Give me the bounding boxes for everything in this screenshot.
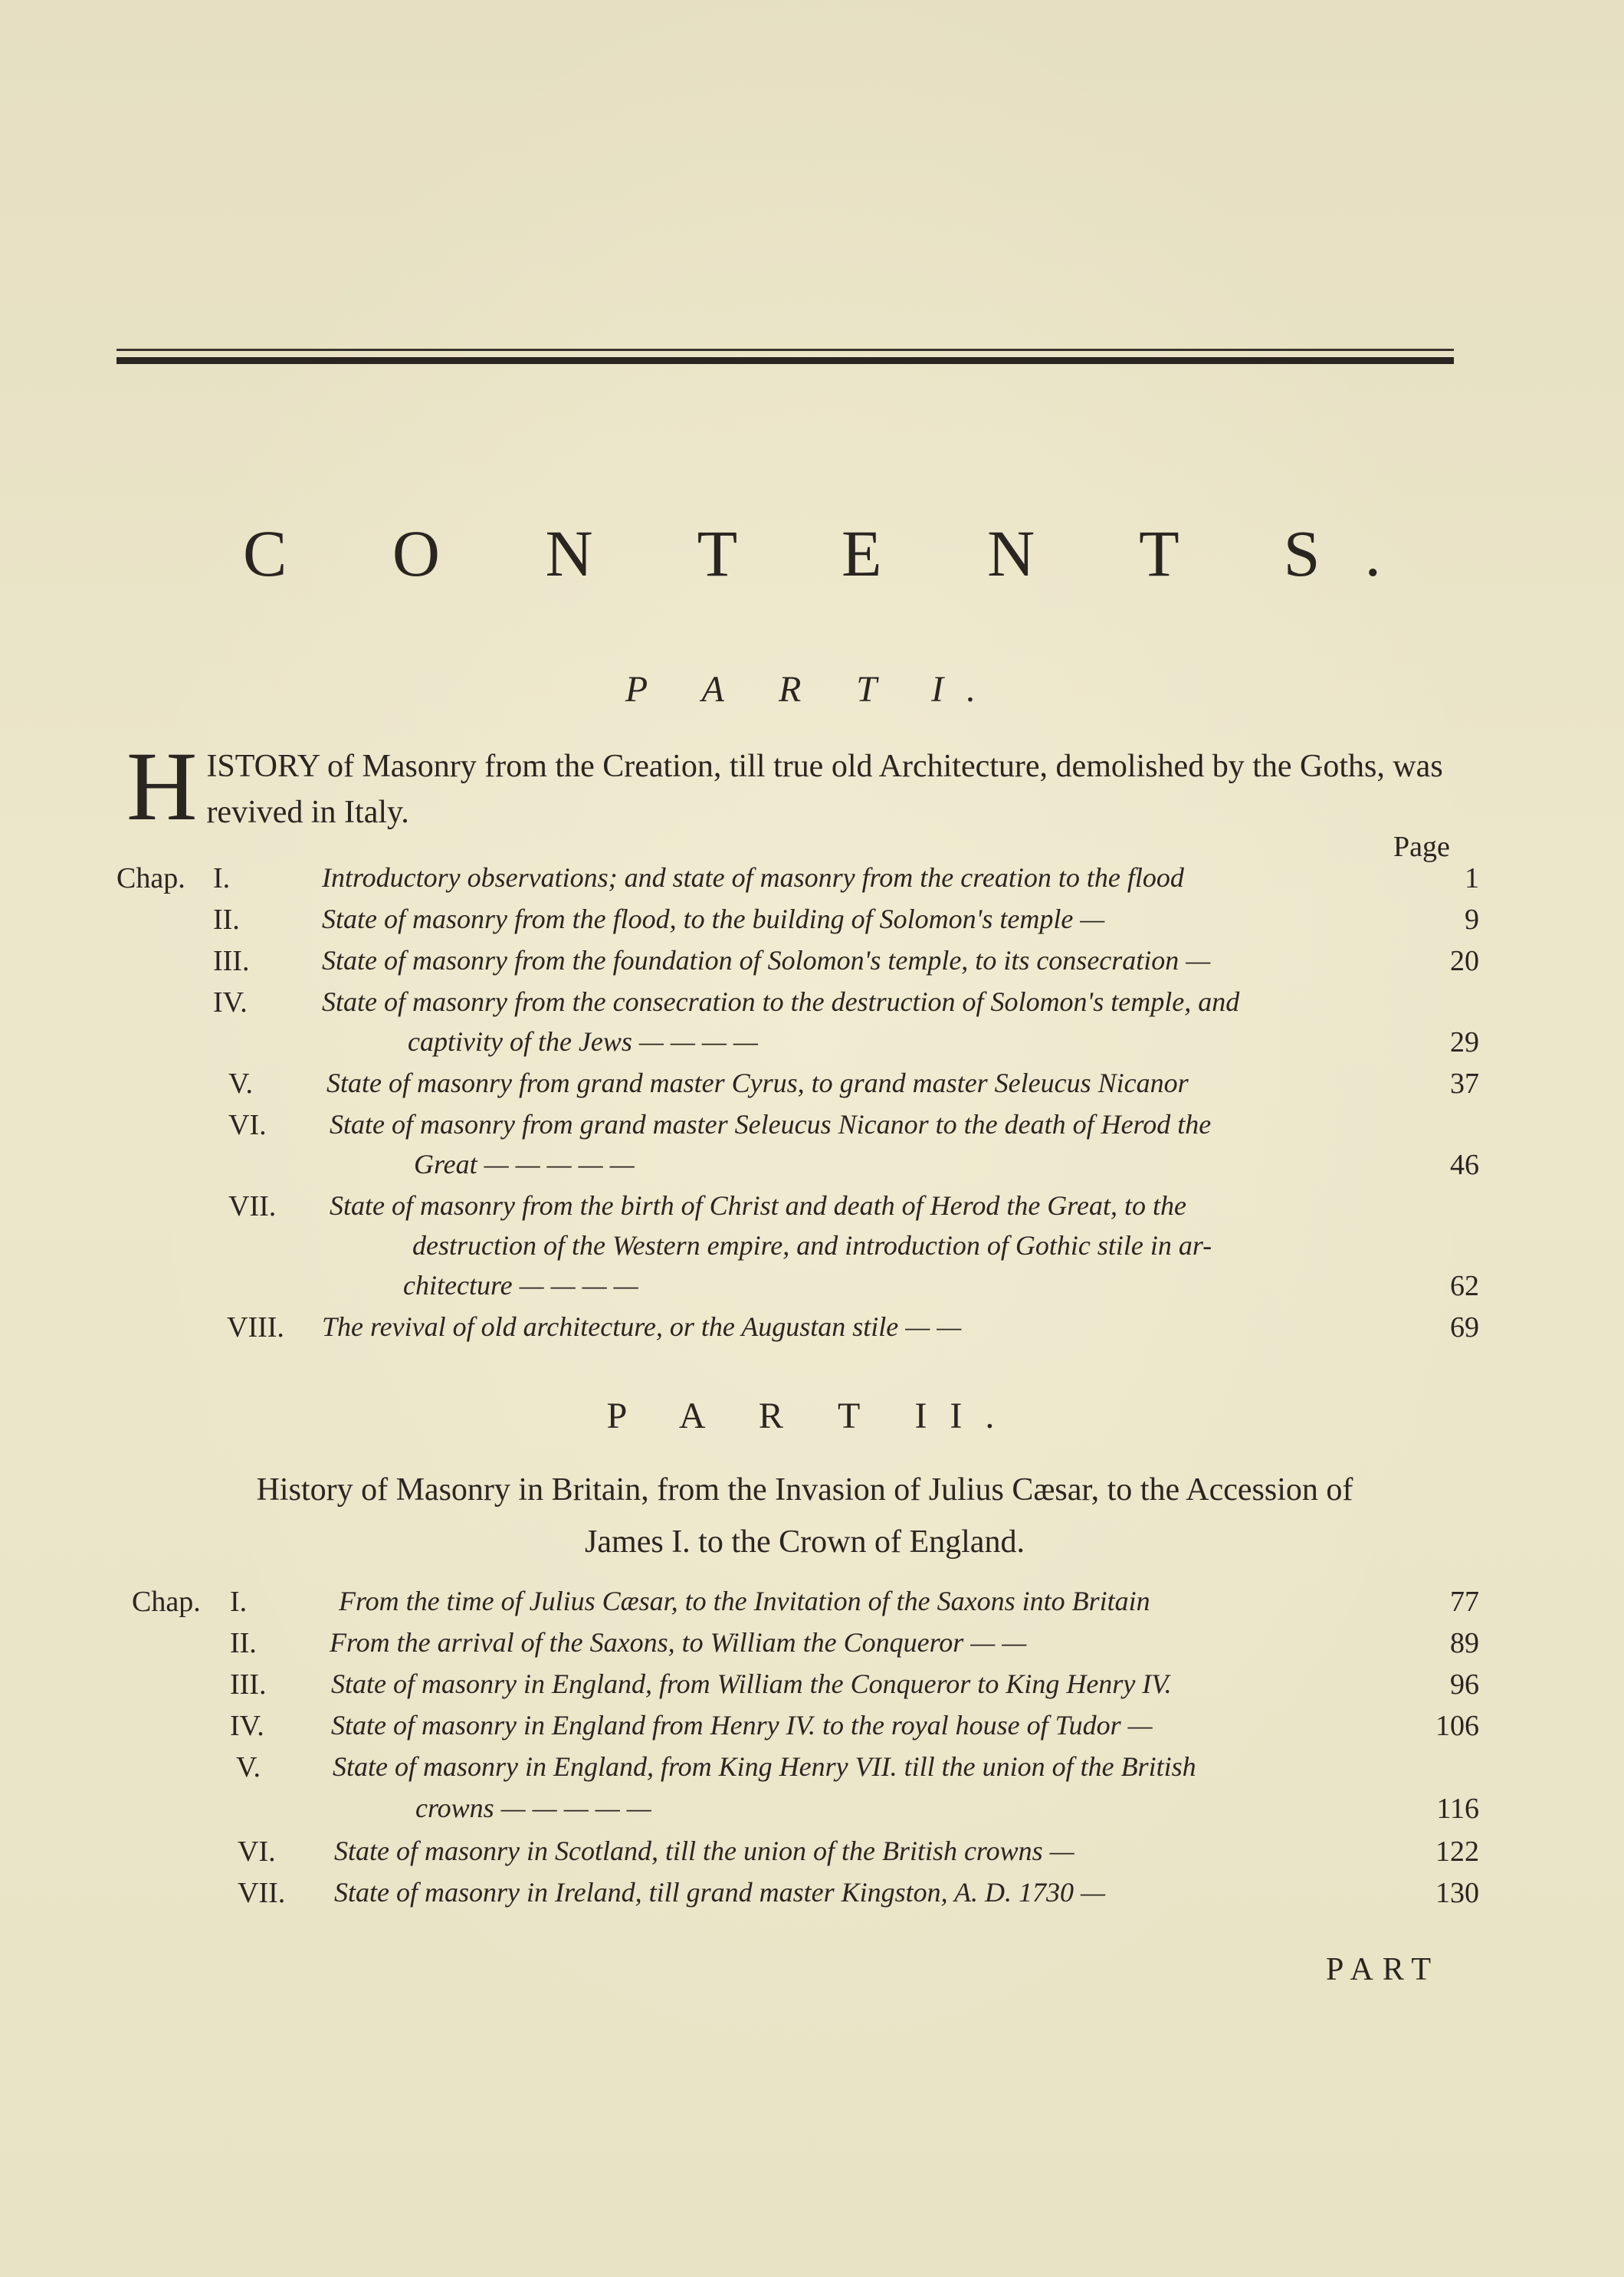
page-number: 130 <box>1435 1877 1479 1909</box>
chap-label: Chap. <box>116 862 185 894</box>
chapter-title: From the time of Julius Cæsar, to the Invitation of the Saxons into Britain <box>339 1586 1150 1616</box>
toc-row <box>115 1709 1479 1749</box>
chapter-numeral: I. <box>230 1586 248 1618</box>
part1-intro-text: ISTORY of Masonry from the Creation, till true old Architecture, demolished by the Goths, was revived in Italy. <box>206 749 1443 830</box>
chapter-title: The revival of old architecture, or the Augustan stile — — <box>322 1311 962 1342</box>
part2-intro-line2: James I. to the Crown of England. <box>585 1524 1025 1560</box>
page-number: 122 <box>1435 1836 1479 1868</box>
toc-row <box>115 861 1479 901</box>
chapter-title: State of masonry from the flood, to the building of Solomon's temple — <box>322 904 1105 934</box>
header-rule-thin <box>116 349 1454 351</box>
chapter-numeral: I. <box>213 862 231 894</box>
chapter-title-continued: captivity of the Jews — — — — <box>408 1026 758 1057</box>
toc-row <box>115 1668 1479 1708</box>
chapter-title: State of masonry from the consecration to the destruction of Solomon's temple, and <box>322 986 1240 1017</box>
toc-row <box>115 1108 1479 1148</box>
chapter-title-continued: Great — — — — — <box>414 1149 635 1180</box>
chapter-numeral: VII. <box>238 1877 286 1909</box>
toc-row <box>115 1311 1479 1350</box>
chapter-numeral: IV. <box>230 1710 264 1742</box>
chapter-numeral: VIII. <box>227 1311 284 1344</box>
toc-row-continuation <box>115 1269 1479 1309</box>
toc-row-continuation <box>115 1229 1479 1269</box>
chapter-numeral: V. <box>236 1751 261 1783</box>
toc-row <box>115 1626 1479 1666</box>
chap-label: Chap. <box>132 1586 201 1618</box>
page-number: 62 <box>1450 1270 1479 1302</box>
chapter-title: State of masonry from grand master Cyrus, to grand master Seleucus Nicanor <box>326 1068 1189 1098</box>
chapter-numeral: VI. <box>238 1836 276 1868</box>
chapter-title: Introductory observations; and state of masonry from the creation to the flood <box>322 862 1184 893</box>
chapter-numeral: VII. <box>228 1190 277 1222</box>
toc-row <box>115 903 1479 943</box>
page-number: 37 <box>1450 1068 1479 1100</box>
toc-row <box>115 1585 1479 1625</box>
chapter-title-continued: crowns — — — — — <box>415 1793 651 1823</box>
chapter-title: State of masonry in Scotland, till the union of the British crowns — <box>334 1836 1074 1866</box>
chapter-numeral: II. <box>230 1627 257 1659</box>
page-number: 106 <box>1435 1710 1479 1742</box>
drop-cap: H <box>126 732 198 841</box>
chapter-title: State of masonry from grand master Seleucus Nicanor to the death of Herod the <box>330 1109 1212 1140</box>
chapter-title: State of masonry from the foundation of Solomon's temple, to its consecration — <box>322 945 1211 976</box>
chapter-title: State of masonry from the birth of Christ and death of Herod the Great, to the <box>330 1190 1186 1221</box>
toc-row-continuation <box>115 1025 1479 1065</box>
chapter-title: State of masonry in England, from King Henry VII. till the union of the British <box>333 1751 1196 1782</box>
toc-row <box>115 1876 1479 1916</box>
page-number: 29 <box>1450 1026 1479 1058</box>
chapter-numeral: VI. <box>228 1109 267 1141</box>
page-number: 20 <box>1450 945 1479 977</box>
part2-heading: P A R T II. <box>606 1396 1018 1436</box>
toc-row <box>115 1750 1479 1790</box>
page-number: 116 <box>1436 1793 1479 1825</box>
part1-heading: P A R T I. <box>625 669 999 710</box>
page-title: C O N T E N T S. <box>243 517 1426 590</box>
header-rule-thick <box>116 357 1454 364</box>
page-number: 96 <box>1450 1668 1479 1701</box>
part2-intro-line1: History of Masonry in Britain, from the Invasion of Julius Cæsar, to the Accession of <box>256 1472 1353 1508</box>
chapter-title-continued: chitecture — — — — <box>403 1270 638 1301</box>
page-number: 46 <box>1450 1149 1479 1181</box>
page-number: 1 <box>1465 862 1479 894</box>
toc-row <box>115 1189 1479 1229</box>
chapter-numeral: III. <box>230 1668 267 1701</box>
chapter-numeral: IV. <box>213 986 248 1019</box>
toc-row <box>115 1067 1479 1107</box>
chapter-title: State of masonry in Ireland, till grand master Kingston, A. D. 1730 — <box>334 1877 1106 1908</box>
toc-row <box>115 1835 1479 1875</box>
catchword: PART <box>1326 1952 1440 1987</box>
chapter-title: State of masonry in England, from William the Conqueror to King Henry IV. <box>331 1668 1172 1699</box>
page-number: 89 <box>1450 1627 1479 1659</box>
toc-row-continuation <box>115 1148 1479 1188</box>
toc-row <box>115 986 1479 1025</box>
chapter-title: State of masonry in England from Henry IV. to the royal house of Tudor — <box>331 1710 1153 1741</box>
page-column-label: Page <box>1393 831 1450 863</box>
chapter-numeral: V. <box>228 1068 254 1100</box>
toc-row <box>115 944 1479 984</box>
part2-intro <box>123 1464 1487 1568</box>
chapter-title: From the arrival of the Saxons, to William the Conqueror — — <box>330 1627 1027 1658</box>
toc-row-continuation <box>115 1792 1479 1832</box>
page-number: 69 <box>1450 1311 1479 1344</box>
chapter-title-continued: destruction of the Western empire, and introduction of Gothic stile in ar- <box>412 1230 1212 1261</box>
page-number: 9 <box>1465 904 1479 936</box>
chapter-numeral: II. <box>213 904 240 936</box>
page-number: 77 <box>1450 1586 1479 1618</box>
chapter-numeral: III. <box>213 945 250 977</box>
part1-intro <box>126 732 1468 841</box>
